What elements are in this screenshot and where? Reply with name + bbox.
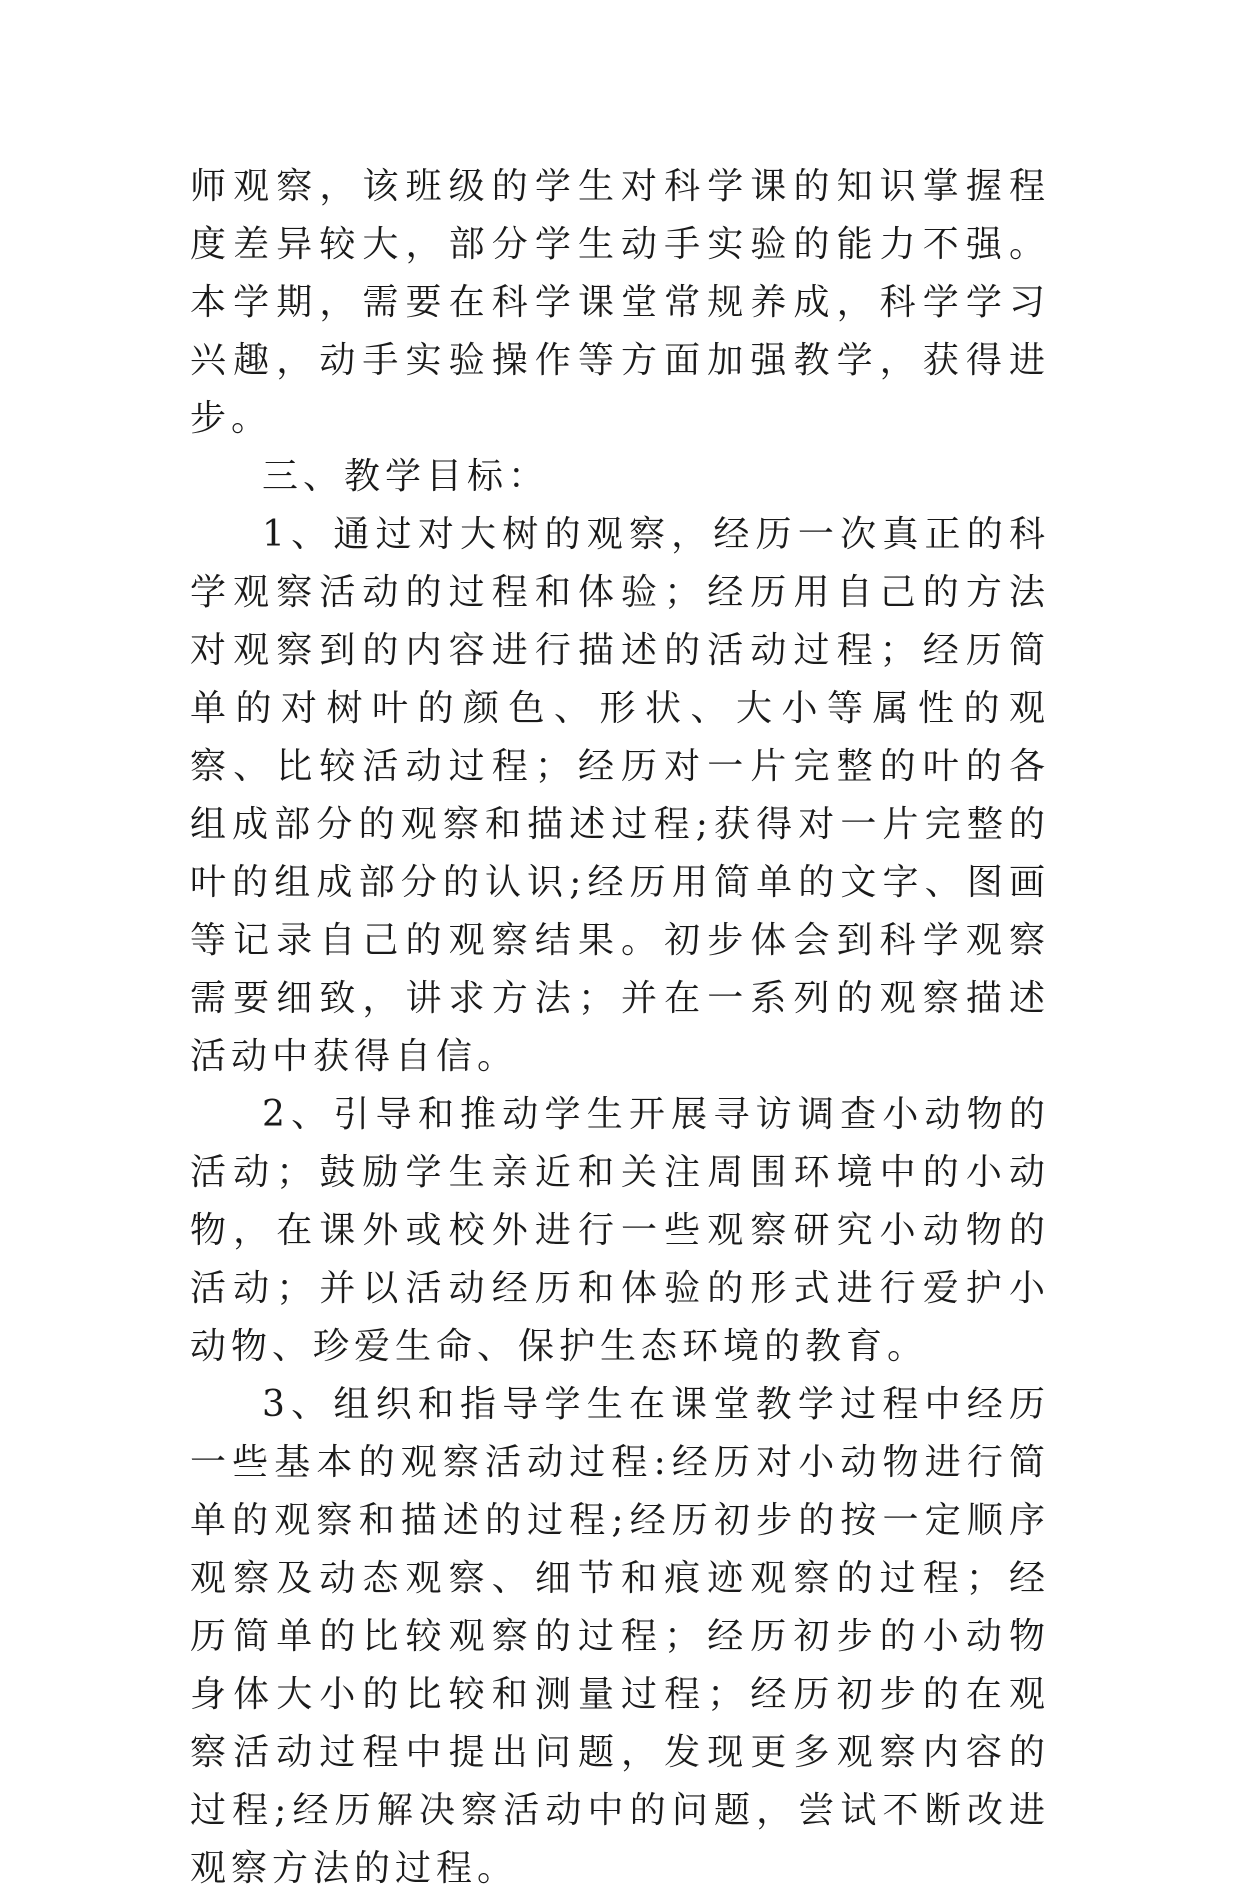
paragraph-intro-continued: 师观察，该班级的学生对科学课的知识掌握程度差异较大，部分学生动手实验的能力不强。本学期，需要在科学课堂常规养成，科学学习兴趣，动手实验操作等方面加强教学，获得进步。 (190, 166, 1050, 439)
paragraph-goal-3: 3、组织和指导学生在课堂教学过程中经历一些基本的观察活动过程:经历对小动物进行简单的观察和描述的过程;经历初步的按一定顺序观察及动态观察、细节和痕迹观察的过程；经历简单的比较观察的过程；经历初步的小动物身体大小的比较和测量过程；经历初步的在观察活动过程中提出问题，发现更多观察内容的过程;经历解决察活动中的问题，尝试不断改进观察方法的过程。 (190, 1384, 1050, 1889)
paragraph-goal-1: 1、通过对大树的观察，经历一次真正的科学观察活动的过程和体验；经历用自己的方法对观察到的内容进行描述的活动过程；经历简单的对树叶的颜色、形状、大小等属性的观察、比较活动过程；经历对一片完整的叶的各组成部分的观察和描述过程;获得对一片完整的叶的组成部分的认识;经历用简单的文字、图画等记录自己的观察结果。初步体会到科学观察需要细致，讲求方法；并在一系列的观察描述活动中获得自信。 (190, 514, 1050, 1077)
paragraph-goal-2: 2、引导和推动学生开展寻访调查小动物的活动；鼓励学生亲近和关注周围环境中的小动物，在课外或校外进行一些观察研究小动物的活动；并以活动经历和体验的形式进行爱护小动物、珍爱生命、保护生态环境的教育。 (190, 1094, 1050, 1367)
document-body (190, 158, 1050, 1898)
section-heading-teaching-goals: 三、教学目标： (262, 456, 550, 497)
